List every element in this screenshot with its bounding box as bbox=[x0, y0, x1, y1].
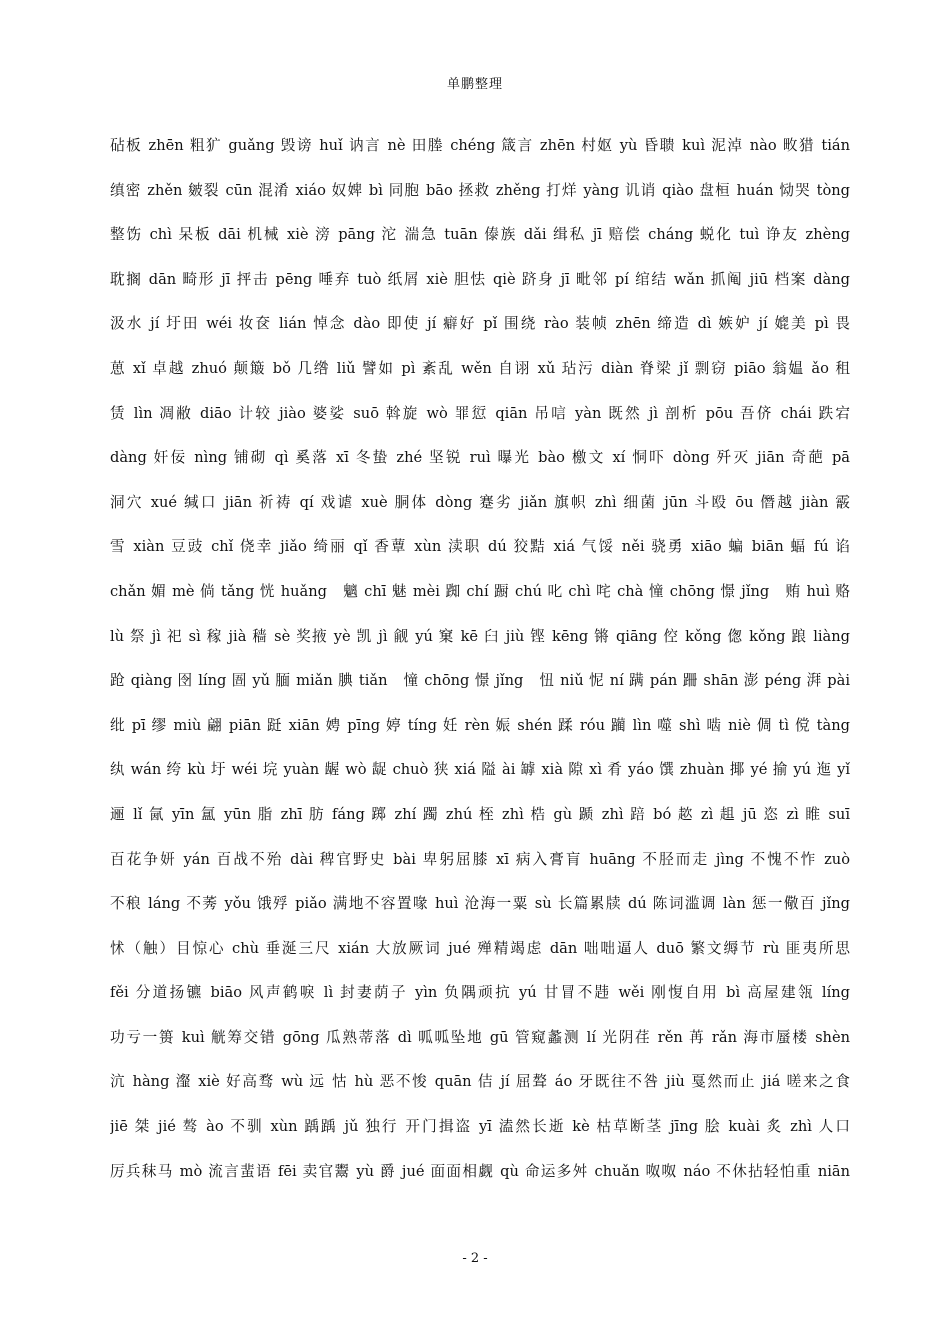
text-line: 整饬 chì 呆板 dāi 机械 xiè 滂 pāng 沱 湍急 tuān 傣族 dǎi 缉私 jī 赔偿 cháng 蜕化 tuì 诤友 zhèng bbox=[110, 226, 850, 244]
body-text bbox=[110, 124, 850, 1194]
page-header: 单鹏整理 bbox=[446, 77, 503, 92]
text-line: lù 祭 jì 祀 sì 稼 jià 穑 sè 奖掖 yè 凯 jì 觎 yú 窠 kē 臼 jiù 铿 kēng 锵 qiāng 倥 kǒng 偬 kǒng 踉 liàng bbox=[110, 627, 850, 645]
text-line: fěi 分道扬镳 biāo 风声鹤唳 lì 封妻荫子 yìn 负隅顽抗 yú 甘冒不韪 wěi 刚愎自用 bì 高屋建瓴 líng bbox=[110, 984, 850, 1002]
text-line: 功亏一篑 kuì 觥筹交错 gōng 瓜熟蒂落 dì 呱呱坠地 gū 管窥蠡测 lí 光阴荏 rěn 苒 rǎn 海市蜃楼 shèn bbox=[110, 1028, 850, 1046]
text-line: 不稂 láng 不莠 yǒu 饿殍 piǎo 满地不容置喙 huì 沧海一粟 sù 长篇累牍 dú 陈词滥调 làn 惩一儆百 jǐng bbox=[110, 895, 850, 913]
text-line: 葸 xǐ 卓越 zhuó 颠簸 bǒ 几绺 liǔ 譬如 pì 紊乱 wěn 自诩 xǔ 玷污 diàn 脊梁 jǐ 剽窃 piāo 翁媪 ǎo 租 bbox=[110, 359, 850, 377]
text-line: 雪 xiàn 豆豉 chǐ 侥幸 jiǎo 绮丽 qǐ 香蕈 xùn 渎职 dú 狡黠 xiá 气馁 něi 骁勇 xiāo 蝙 biān 蝠 fú 谄 bbox=[110, 538, 850, 556]
text-line: 怵（触）目惊心 chù 垂涎三尺 xián 大放厥词 jué 殚精竭虑 dān 咄咄逼人 duō 繁文缛节 rù 匪夷所思 bbox=[110, 939, 850, 957]
text-line: 赁 lìn 凋敝 diāo 计较 jiào 婆娑 suō 斡旋 wò 罪愆 qiān 吊唁 yàn 既然 jì 剖析 pōu 吾侪 chái 跌宕 bbox=[110, 404, 850, 422]
text-line: chǎn 媚 mè 倘 tǎng 恍 huǎng 魑 chī 魅 mèi 踟 chí 蹰 chú 叱 chì 咤 chà 憧 chōng 憬 jǐng 贿 huì 赂 bbox=[110, 582, 850, 600]
text-line: jiē 桀 jié 骜 ào 不驯 xùn 踽踽 jǔ 独行 开门揖盗 yī 溘然长逝 kè 枯草断茎 jīng 脍 kuài 炙 zhì 人口 bbox=[110, 1118, 850, 1136]
text-line: 砧板 zhēn 粗犷 guǎng 毁谤 huǐ 讷言 nè 田塍 chéng 箴言 zhēn 村妪 yù 昏聩 kuì 泥淖 nào 畋猎 tián bbox=[110, 137, 850, 154]
text-line: 沆 hàng 瀣 xiè 好高骛 wù 远 怙 hù 恶不悛 quān 佶 jí 屈聱 áo 牙既往不咎 jiù 戛然而止 jiá 嗟来之食 bbox=[110, 1073, 850, 1091]
page-number: - 2 - bbox=[462, 1251, 488, 1266]
text-line: 纨 wán 绔 kù 圩 wéi 垸 yuàn 龌 wò 龊 chuò 狭 xiá 隘 ài 罅 xià 隙 xì 肴 yáo 馔 zhuàn 揶 yé 揄 yú 迤 yǐ bbox=[110, 761, 850, 779]
text-line: 汲水 jí 圩田 wéi 妆奁 lián 悼念 dào 即使 jí 癖好 pǐ 围绕 rào 装帧 zhēn 缔造 dì 嫉妒 jí 媲美 pì 畏 bbox=[110, 315, 850, 333]
text-line: dàng 奸佞 nìng 铺砌 qì 奚落 xī 冬蛰 zhé 坚锐 ruì 曝光 bào 檄文 xí 恫吓 dòng 歼灭 jiān 奇葩 pā bbox=[110, 449, 850, 467]
text-line: 纰 pī 缪 miù 翩 piān 跹 xiān 娉 pīng 婷 tíng 妊 rèn 娠 shén 蹂 róu 躏 lìn 噬 shì 啮 niè 倜 tì 傥 tàng bbox=[110, 716, 850, 734]
text-line: 百花争妍 yán 百战不殆 dài 稗官野史 bài 卑躬屈膝 xī 病入膏肓 huāng 不胫而走 jìng 不愧不怍 zuò bbox=[110, 850, 850, 868]
text-line: 缜密 zhěn 皴裂 cūn 混淆 xiáo 奴婢 bì 同胞 bāo 拯救 zhěng 打烊 yàng 讥诮 qiào 盘桓 huán 恸哭 tòng bbox=[110, 181, 850, 199]
text-line: 逦 lǐ 氤 yīn 氲 yūn 脂 zhī 肪 fáng 踯 zhí 躅 zhú 桎 zhì 梏 gù 踬 zhì 踣 bó 趑 zì 趄 jū 恣 zì 睢 suī bbox=[110, 805, 850, 823]
text-line: 跄 qiàng 囹 líng 圄 yǔ 腼 miǎn 腆 tiǎn 憧 chōng 憬 jǐng 忸 niǔ 怩 ní 蹒 pán 跚 shān 澎 péng 湃 pài bbox=[110, 672, 850, 690]
text-line: 耽搁 dān 畸形 jī 抨击 pēng 唾弃 tuò 纸屑 xiè 胆怯 qiè 跻身 jī 毗邻 pí 绾结 wǎn 抓阄 jiū 档案 dàng bbox=[110, 270, 850, 288]
text-line: 洞穴 xué 缄口 jiān 祈祷 qí 戏谑 xuè 胴体 dòng 蹇劣 jiǎn 旗帜 zhì 细菌 jūn 斗殴 ōu 僭越 jiàn 霰 bbox=[110, 493, 850, 511]
text-line: 厉兵秣马 mò 流言蜚语 fēi 卖官鬻 yù 爵 jué 面面相觑 qù 命运多舛 chuǎn 呶呶 náo 不休拈轻怕重 niān bbox=[110, 1162, 850, 1180]
